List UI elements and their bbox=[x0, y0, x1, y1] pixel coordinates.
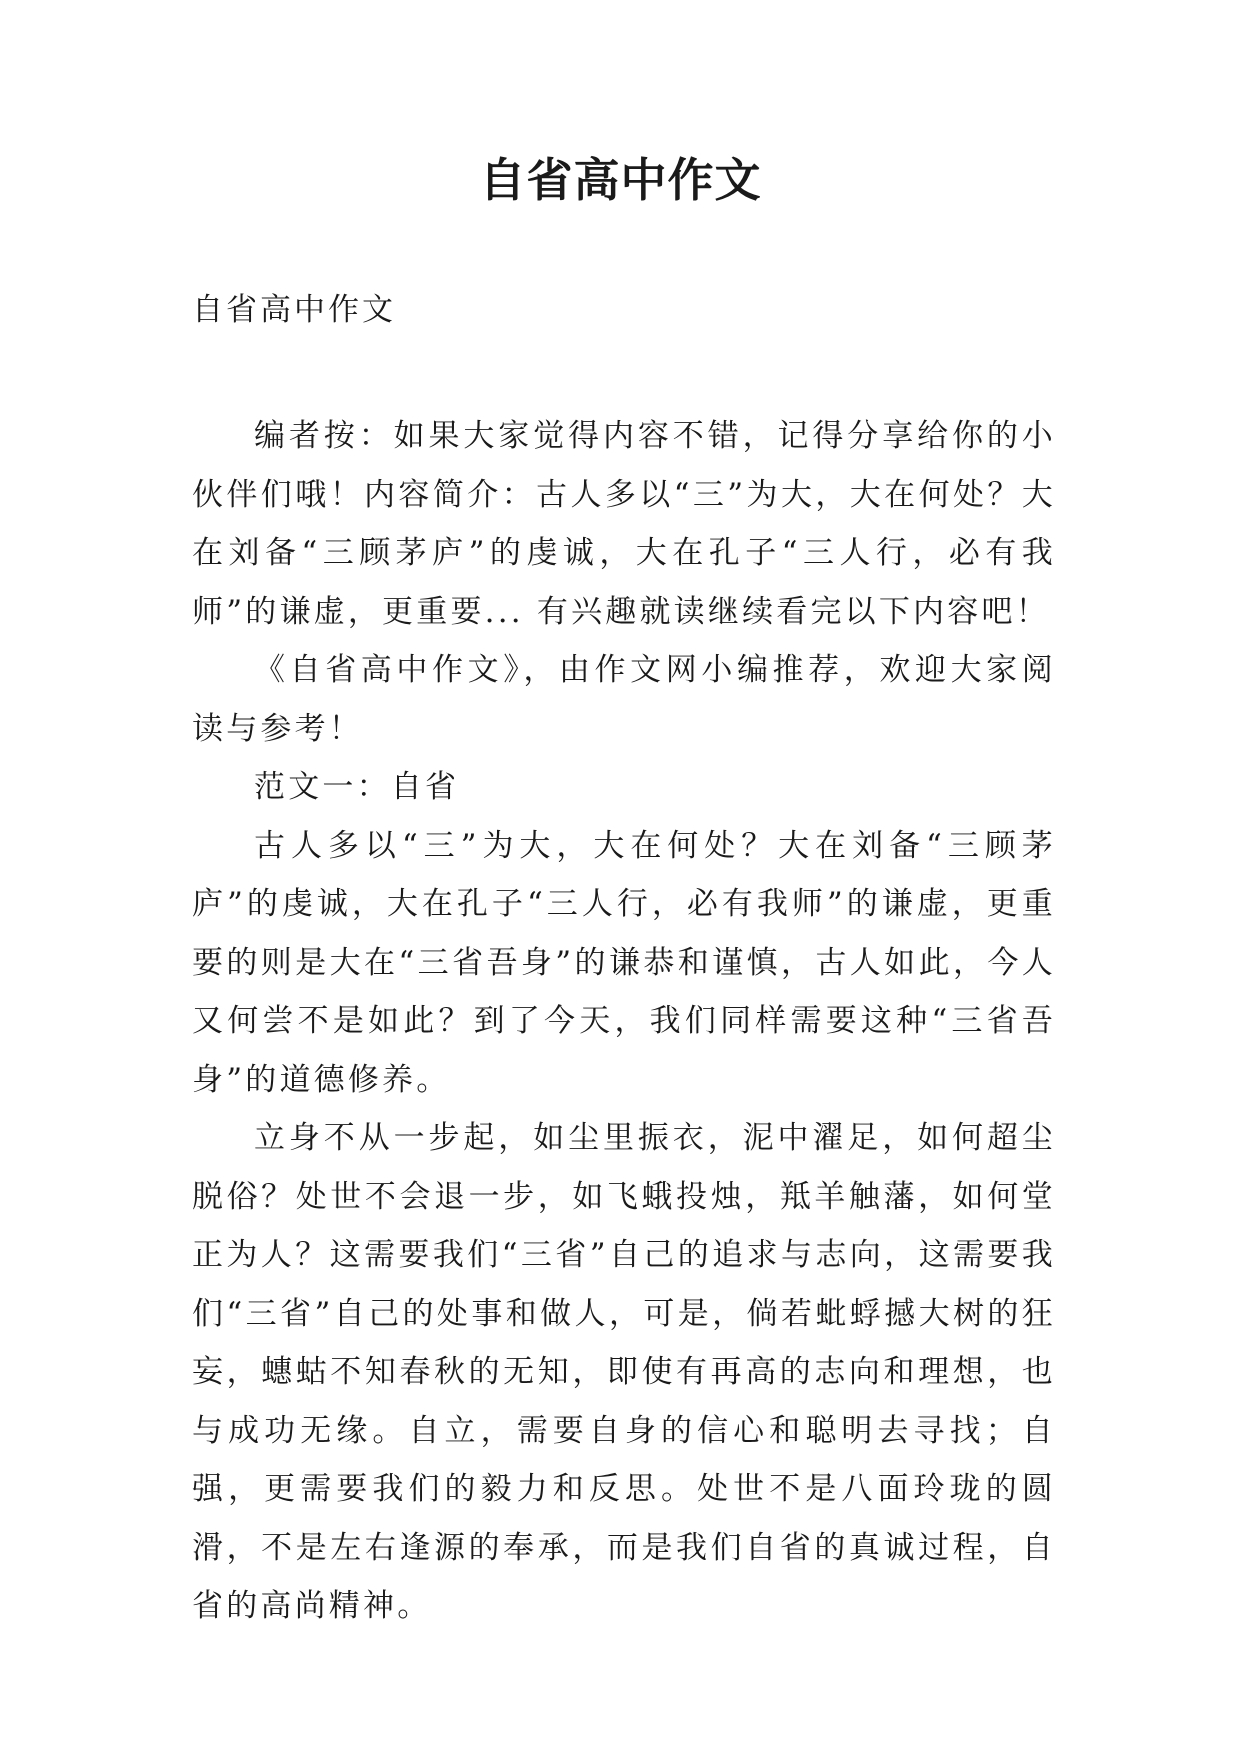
document-body bbox=[192, 407, 1056, 1636]
paragraph-body-2: 立身不从一步起，如尘里振衣，泥中濯足，如何超尘脱俗？处世不会退一步，如飞蛾投烛，羝羊触藩，如何堂正为人？这需要我们“三省”自己的追求与志向，这需要我们“三省”自己的处事和做人，可是，倘若蚍蜉撼大树的狂妄，蟪蛄不知春秋的无知，即使有再高的志向和理想，也与成功无缘。自立，需要自身的信心和聪明去寻找；自强，更需要我们的毅力和反思。处世不是八面玲珑的圆滑，不是左右逢源的奉承，而是我们自省的真诚过程，自省的高尚精神。 bbox=[192, 1120, 1056, 1624]
paragraph-sample-heading: 范文一：自省 bbox=[254, 769, 460, 805]
paragraph-body-1: 古人多以“三”为大，大在何处？大在刘备“三顾茅庐”的虔诚，大在孔子“三人行，必有我师”的谦虚，更重要的则是大在“三省吾身”的谦恭和谨慎，古人如此，今人又何尝不是如此？到了今天，我们同样需要这种“三省吾身”的道德修养。 bbox=[192, 827, 1056, 1098]
paragraph-editor-note: 编者按：如果大家觉得内容不错，记得分享给你的小伙伴们哦！内容简介：古人多以“三”为大，大在何处？大在刘备“三顾茅庐”的虔诚，大在孔子“三人行，必有我师”的谦虚，更重要... 有兴趣就读继续看完以下内容吧！ bbox=[192, 418, 1056, 630]
document-title: 自省高中作文 bbox=[479, 153, 762, 207]
paragraph-recommendation: 《自省高中作文》，由作文网小编推荐，欢迎大家阅读与参考！ bbox=[192, 652, 1056, 747]
document-subtitle: 自省高中作文 bbox=[192, 292, 396, 328]
